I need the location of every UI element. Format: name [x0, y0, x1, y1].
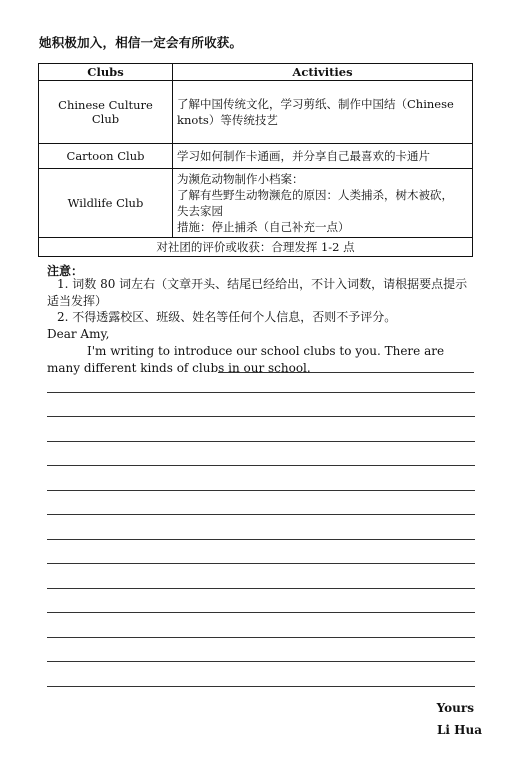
letter-salutation: Dear Amy, — [47, 327, 110, 341]
activity-line: 失去家园 — [177, 204, 223, 218]
table-footer: 对社团的评价或收获：合理发挥 1-2 点 — [39, 238, 473, 257]
writing-line[interactable] — [47, 514, 475, 515]
letter-opening: I'm writing to introduce our school clubs to you. There are many different kinds of clubs in our school. — [47, 344, 445, 375]
writing-line[interactable] — [47, 686, 475, 687]
writing-line[interactable] — [47, 416, 475, 417]
writing-line[interactable] — [47, 637, 475, 638]
activity-line: knots）等传统技艺 — [177, 113, 278, 127]
writing-line[interactable] — [47, 465, 475, 466]
club-name: Wildlife Club — [39, 169, 173, 238]
writing-line[interactable] — [47, 563, 475, 564]
activity-line: 为濒危动物制作小档案： — [177, 172, 304, 186]
clubs-table — [38, 63, 473, 257]
note-item: 1. 词数 80 词左右（文章开头、结尾已经给出，不计入词数，请根据要点提示适当发挥） — [47, 277, 468, 308]
writing-line[interactable] — [47, 490, 475, 491]
club-activities — [173, 144, 473, 169]
note-item: 2. 不得透露校区、班级、姓名等任何个人信息，否则不予评分。 — [57, 310, 397, 324]
club-name: Chinese Culture Club — [39, 81, 173, 144]
writing-line[interactable] — [47, 612, 475, 613]
intro-text: 她积极加入，相信一定会有所收获。 — [39, 35, 243, 50]
writing-line[interactable] — [218, 372, 474, 373]
table-row — [39, 169, 473, 238]
header-clubs: Clubs — [39, 64, 173, 81]
activity-line: 了解中国传统文化，学习剪纸、制作中国结（Chinese — [177, 97, 454, 111]
table-row — [39, 81, 473, 144]
letter-closing: Yours — [436, 701, 474, 715]
writing-line[interactable] — [47, 392, 475, 393]
activity-line: 措施：停止捕杀（自己补充一点） — [177, 220, 350, 234]
letter-signature: Li Hua — [436, 723, 482, 737]
writing-line[interactable] — [47, 588, 475, 589]
club-name: Cartoon Club — [39, 144, 173, 169]
writing-line[interactable] — [47, 661, 475, 662]
header-activities: Activities — [173, 64, 473, 81]
table-footer-row — [39, 238, 473, 257]
writing-line[interactable] — [47, 441, 475, 442]
table-header-row — [39, 64, 473, 81]
activity-line: 了解有些野生动物濒危的原因：人类捕杀，树木被砍， — [177, 188, 453, 202]
table-row — [39, 144, 473, 169]
club-activities — [173, 169, 473, 238]
activity-line: 学习如何制作卡通画，并分享自己最喜欢的卡通片 — [177, 149, 430, 163]
writing-line[interactable] — [47, 539, 475, 540]
club-activities — [173, 81, 473, 144]
notes-title: 注意： — [47, 264, 84, 278]
